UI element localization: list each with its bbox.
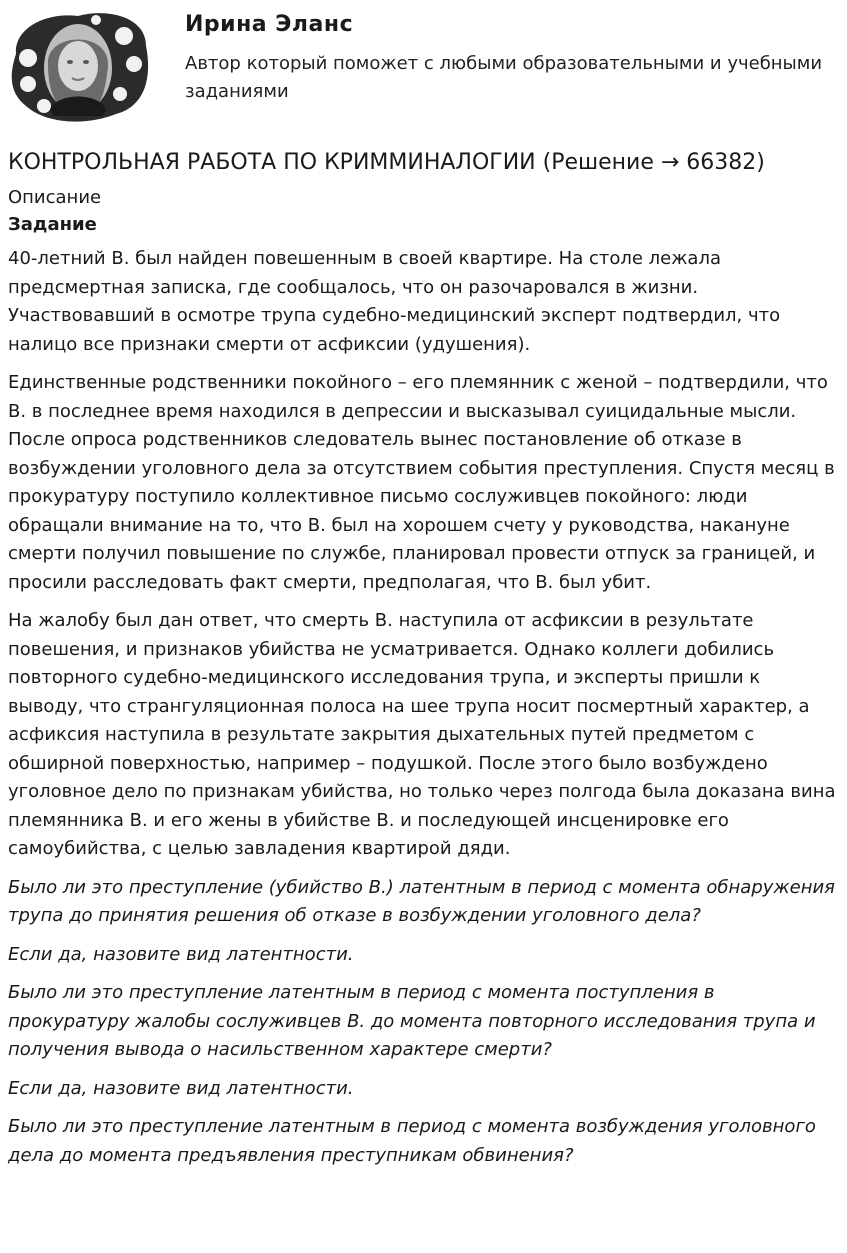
document-content: [8, 147, 840, 1180]
question: Было ли это преступление (убийство В.) латентным в период с момента обнаружения трупа до принятия решения об отказе в возбуждении уголовного дела?: [8, 876, 835, 926]
author-header: [0, 0, 847, 130]
question: Если да, назовите вид латентности.: [8, 943, 354, 965]
question: Если да, назовите вид латентности.: [8, 1077, 354, 1099]
document-title: КОНТРОЛЬНАЯ РАБОТА ПО КРИММИНАЛОГИИ (Решение → 66382): [8, 150, 765, 175]
author-name: Ирина Эланс: [185, 12, 354, 37]
author-description: Автор который поможет с любыми образовательными и учебными заданиями: [185, 53, 823, 102]
task-paragraph: Единственные родственники покойного – его племянник с женой – подтвердили, что В. в последнее время находился в депрессии и высказывал суицидальные мысли. После опроса родственников следователь вынес постановление об отказе в возбуждении уголовного дела за отсутствием события преступления. Спустя месяц в прокуратуру поступило коллективное письмо сослуживцев покойного: люди обращали внимание на то, что В. был на хорошем счету у руководства, накануне смерти получил повышение по службе, планировал провести отпуск за границей, и просили расследовать факт смерти, предполагая, что В. был убит.: [8, 372, 835, 593]
task-paragraph: 40-летний В. был найден повешенным в своей квартире. На столе лежала предсмертная записка, где сообщалось, что он разочаровался в жизни. Участвовавший в осмотре трупа судебно-медицинский эксперт подтвердил, что налицо все признаки смерти от асфиксии (удушения).: [8, 248, 781, 355]
question: Было ли это преступление латентным в период с момента поступления в прокуратуру жалобы сослуживцев В. до момента повторного исследования трупа и получения вывода о насильственном характере смерти?: [8, 982, 816, 1060]
task-paragraph: На жалобу был дан ответ, что смерть В. наступила от асфиксии в результате повешения, и признаков убийства не усматривается. Однако коллеги добились повторного судебно-медицинского исследования трупа, и эксперты пришли к выводу, что странгуляционная полоса на шее трупа носит посмертный характер, а асфиксия наступила в результате закрытия дыхательных путей предметом с обширной поверхностью, например – подушкой. После этого было возбуждено уголовное дело по признакам убийства, но только через полгода была доказана вина племянника В. и его жены в убийстве В. и последующей инсценировке его самоубийства, с целью завладения квартирой дяди.: [8, 610, 836, 859]
film-frame-avatar-icon: [6, 6, 152, 126]
question: Было ли это преступление латентным в период с момента возбуждения уголовного дела до момента предъявления преступникам обвинения?: [8, 1116, 816, 1166]
description-label: Описание: [8, 187, 102, 208]
task-label: Задание: [8, 214, 97, 235]
avatar: [6, 6, 152, 126]
